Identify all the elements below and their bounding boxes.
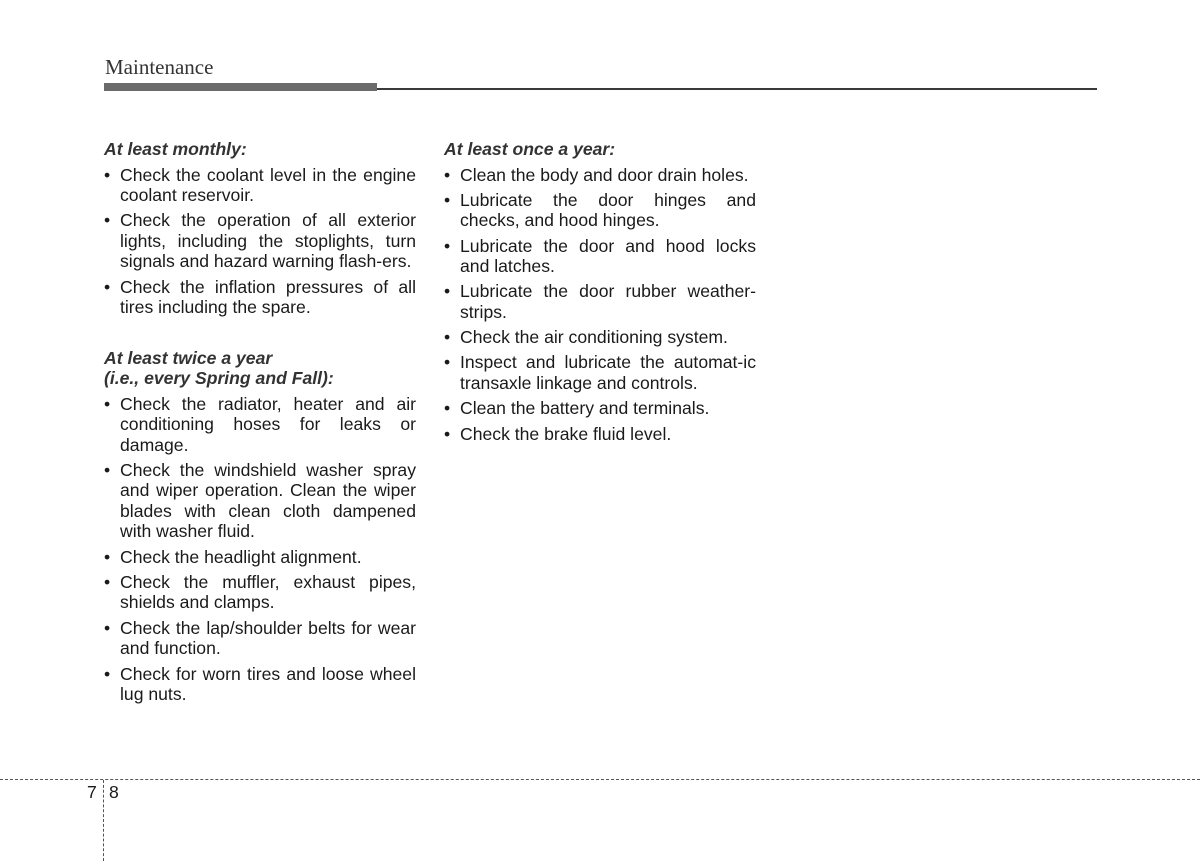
section-once-a-year [444, 139, 756, 444]
bullet-glyph: • [444, 189, 451, 210]
checklist-item-text: Check the lap/shoulder belts for wear and function. [120, 617, 416, 659]
left-column [104, 139, 416, 735]
section-heading-line: At least monthly: [104, 139, 247, 159]
checklist-item [104, 572, 416, 613]
checklist-item-text: Lubricate the door rubber weather-strips. [460, 281, 756, 322]
bullet-glyph: • [444, 423, 451, 444]
section-heading [444, 139, 756, 160]
bullet-glyph: • [444, 352, 451, 373]
bullet-glyph: • [444, 398, 451, 419]
checklist-item [104, 618, 416, 659]
checklist-item-text: Check the brake fluid level. [460, 423, 672, 444]
bullet-glyph: • [104, 459, 111, 480]
bullet-glyph: • [444, 327, 451, 348]
header-rule-thin [377, 88, 1097, 90]
checklist-item-text: Check the radiator, heater and air conditioning hoses for leaks or damage. [120, 393, 416, 455]
bullet-glyph: • [444, 164, 451, 185]
bullet-glyph: • [444, 235, 451, 256]
section-twice-a-year [104, 348, 416, 705]
checklist-item-text: Inspect and lubricate the automat-ic transaxle linkage and controls. [460, 352, 756, 393]
checklist-item-text: Check the windshield washer spray and wiper operation. Clean the wiper blades with clean cloth dampened with washer fluid. [120, 459, 416, 542]
checklist-item [104, 460, 416, 542]
bullet-glyph: • [104, 617, 111, 638]
checklist [104, 394, 416, 705]
checklist-item-text: Clean the body and door drain holes. [460, 164, 749, 185]
checklist-item [444, 327, 756, 348]
footer-dashed-divider [103, 780, 104, 861]
section-heading-line: At least once a year: [444, 139, 616, 159]
checklist-item [104, 664, 416, 705]
bullet-glyph: • [104, 210, 111, 231]
checklist [444, 165, 756, 445]
right-column [444, 139, 756, 474]
checklist [104, 165, 416, 318]
bullet-glyph: • [444, 281, 451, 302]
checklist-item [104, 394, 416, 456]
bullet-glyph: • [104, 164, 111, 185]
checklist-item-text: Lubricate the door hinges and checks, and hood hinges. [460, 189, 756, 231]
section-heading [104, 139, 416, 160]
checklist-item [104, 277, 416, 318]
checklist-item [444, 398, 756, 419]
checklist-item-text: Check the operation of all exterior lights, including the stoplights, turn signals and hazard warning flash-ers. [120, 210, 416, 272]
checklist-item [444, 190, 756, 231]
checklist-item-text: Check the headlight alignment. [120, 546, 362, 567]
checklist-item [444, 424, 756, 445]
checklist-item [444, 236, 756, 277]
checklist-item-text: Check the air conditioning system. [460, 327, 728, 348]
checklist-item-text: Clean the battery and terminals. [460, 398, 710, 419]
checklist-item-text: Check the inflation pressures of all tires including the spare. [120, 276, 416, 318]
checklist-item [104, 210, 416, 272]
checklist-item-text: Check the muffler, exhaust pipes, shields and clamps. [120, 571, 416, 613]
header-rule-thick [104, 83, 377, 91]
section-monthly [104, 139, 416, 318]
page-number: 8 [109, 782, 119, 802]
page-header-title: Maintenance [105, 55, 214, 79]
checklist-item-text: Lubricate the door and hood locks and latches. [460, 235, 756, 277]
bullet-glyph: • [104, 663, 111, 684]
checklist-item [444, 352, 756, 393]
bullet-glyph: • [104, 546, 111, 567]
section-heading-line: (i.e., every Spring and Fall): [104, 368, 334, 389]
section-heading-line: At least twice a year [104, 347, 273, 368]
bullet-glyph: • [104, 571, 111, 592]
checklist-item [104, 165, 416, 206]
checklist-item [444, 281, 756, 322]
checklist-item [104, 547, 416, 568]
checklist-item [444, 165, 756, 186]
checklist-item-text: Check the coolant level in the engine coolant reservoir. [120, 164, 416, 205]
footer-dashed-rule [0, 779, 1200, 780]
bullet-glyph: • [104, 276, 111, 297]
checklist-item-text: Check for worn tires and loose wheel lug nuts. [120, 663, 416, 705]
section-heading [104, 348, 416, 389]
bullet-glyph: • [104, 393, 111, 414]
chapter-number: 7 [87, 782, 97, 802]
